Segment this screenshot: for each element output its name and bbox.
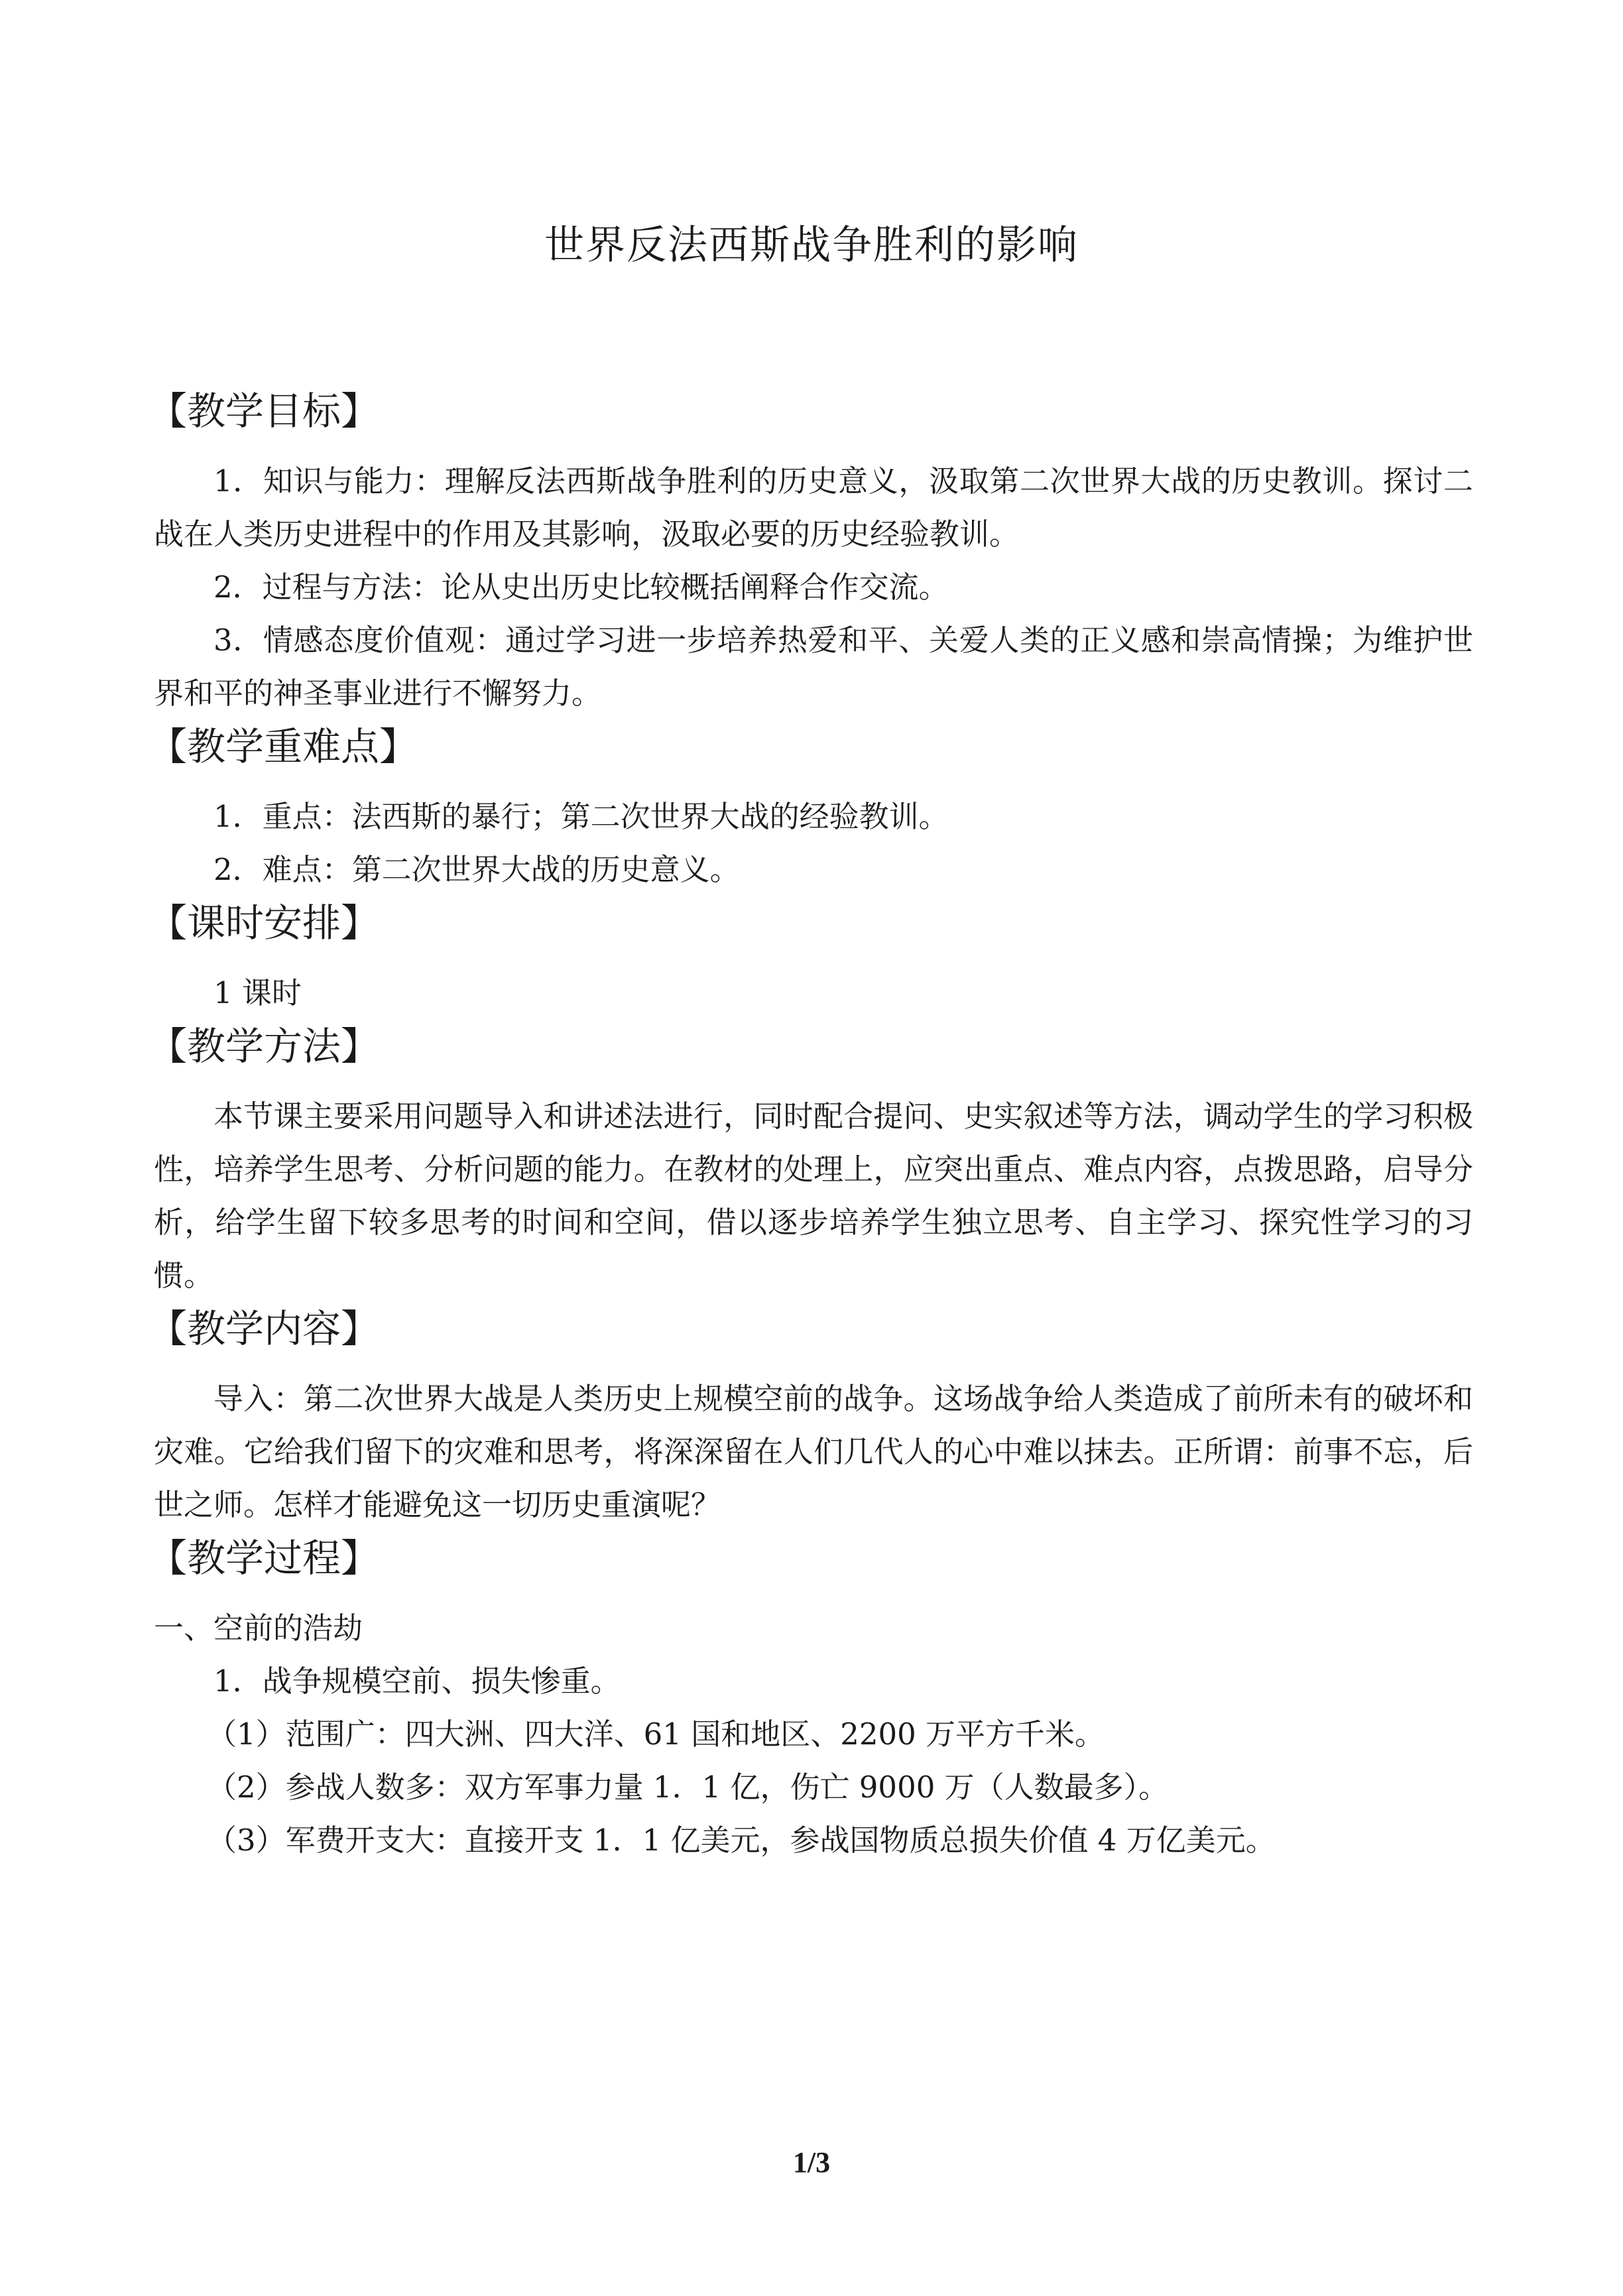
process-subitem: （1）范围广：四大洲、四大洋、61 国和地区、2200 万平方千米。 xyxy=(207,1717,1105,1752)
document-body xyxy=(149,385,1473,1867)
page-number: 1/3 xyxy=(792,2146,831,2179)
process-heading: 【教学过程】 xyxy=(149,1536,380,1581)
process-subitem: （3）军费开支大：直接开支 1．1 亿美元，参战国物质总损失价值 4 万亿美元。 xyxy=(207,1823,1276,1858)
process-subitem: （2）参战人数多：双方军事力量 1．1 亿，伤亡 9000 万（人数最多）。 xyxy=(207,1770,1169,1805)
objective-item: 2．过程与方法：论从史出历史比较概括阐释合作交流。 xyxy=(213,570,949,605)
key-points-heading: 【教学重难点】 xyxy=(149,724,418,769)
objective-item: 3．情感态度价值观：通过学习进一步培养热爱和平、关爱人类的正义感和崇高情操；为维护世界和平的神圣事业进行不懈努力。 xyxy=(154,623,1473,711)
content-heading: 【教学内容】 xyxy=(149,1306,380,1351)
document-title: 世界反法西斯战争胜利的影响 xyxy=(544,222,1079,269)
schedule-heading: 【课时安排】 xyxy=(149,900,380,945)
key-point-item: 1．重点：法西斯的暴行；第二次世界大战的经验教训。 xyxy=(213,799,949,834)
methods-heading: 【教学方法】 xyxy=(149,1024,380,1069)
methods-text: 本节课主要采用问题导入和讲述法进行，同时配合提问、史实叙述等方法，调动学生的学习积极性，培养学生思考、分析问题的能力。在教材的处理上，应突出重点、难点内容，点拨思路，启导分析，给学生留下较多思考的时间和空间，借以逐步培养学生独立思考、自主学习、探究性学习的习惯。 xyxy=(154,1099,1473,1293)
objectives-heading: 【教学目标】 xyxy=(149,389,380,434)
process-point: 1．战争规模空前、损失惨重。 xyxy=(213,1663,621,1699)
key-point-item: 2．难点：第二次世界大战的历史意义。 xyxy=(213,852,740,887)
content-text: 导入：第二次世界大战是人类历史上规模空前的战争。这场战争给人类造成了前所未有的破坏和灾难。它给我们留下的灾难和思考，将深深留在人们几代人的心中难以抹去。正所谓：前事不忘，后世之师。怎样才能避免这一切历史重演呢？ xyxy=(154,1381,1473,1522)
objective-item: 1．知识与能力：理解反法西斯战争胜利的历史意义，汲取第二次世界大战的历史教训。探讨二战在人类历史进程中的作用及其影响，汲取必要的历史经验教训。 xyxy=(154,463,1473,552)
schedule-text: 1 课时 xyxy=(213,975,302,1010)
process-part-heading: 一、空前的浩劫 xyxy=(154,1610,363,1646)
